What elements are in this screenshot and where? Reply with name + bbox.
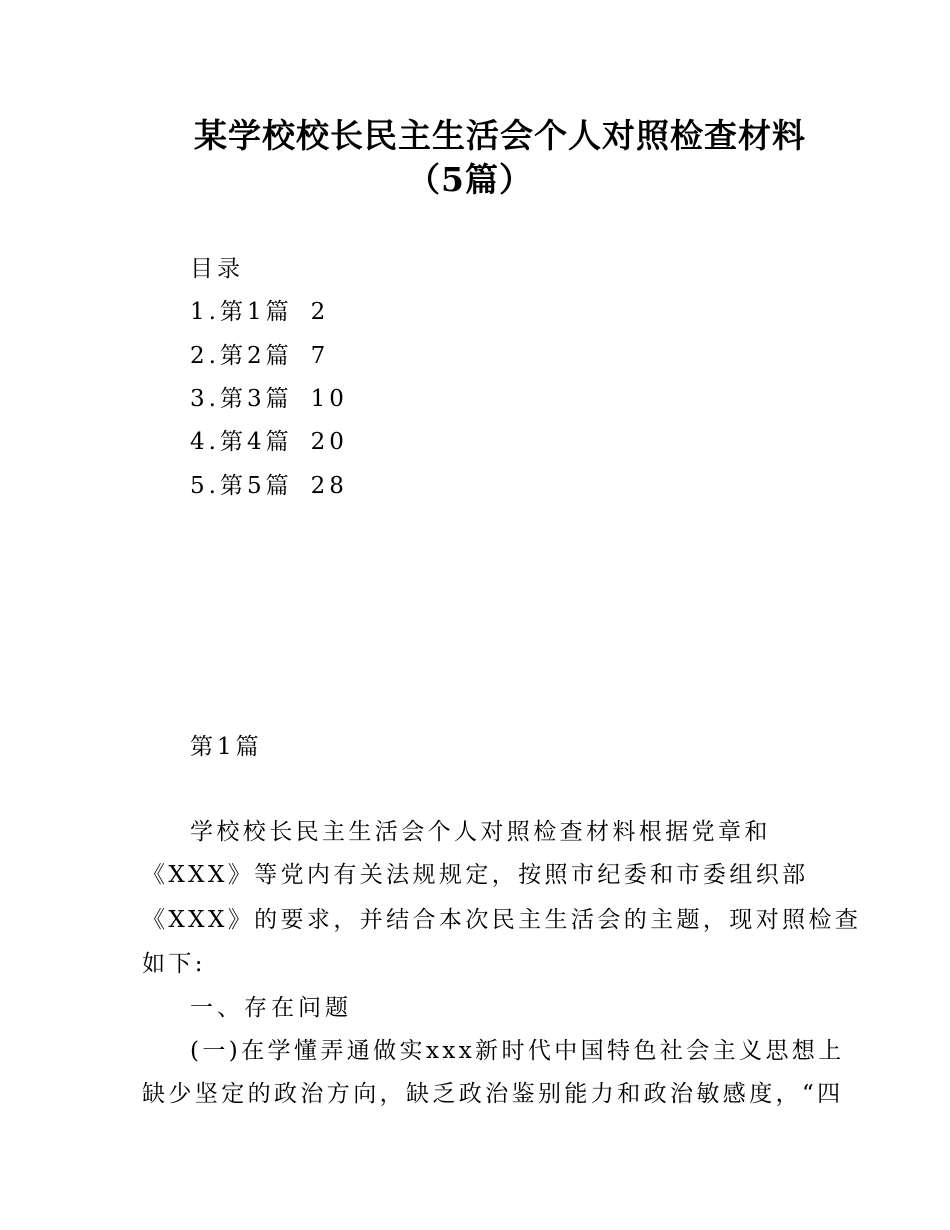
paragraph-line: 《XXX》的要求，并结合本次民主生活会的主题，现对照检查 xyxy=(142,907,862,933)
toc-item-page: 7 xyxy=(310,343,330,369)
toc-item-label: 2.第2篇 xyxy=(190,343,293,369)
toc-item-page: 28 xyxy=(310,473,348,499)
toc-item-label: 3.第3篇 xyxy=(190,386,293,412)
toc-item-label: 1.第1篇 xyxy=(190,299,293,325)
paragraph-line: 如下: xyxy=(142,951,206,977)
toc-item-label: 4.第4篇 xyxy=(190,429,293,455)
paragraph-line: (一)在学懂弄通做实xxx新时代中国特色社会主义思想上 xyxy=(190,1038,845,1064)
toc-item-page: 20 xyxy=(310,429,348,455)
document-subtitle: （5篇） xyxy=(407,160,533,199)
toc-item xyxy=(190,297,329,327)
toc-item xyxy=(190,471,348,501)
paragraph-line: 缺少坚定的政治方向，缺乏政治鉴别能力和政治敏感度，“四 xyxy=(142,1081,844,1107)
subsection-heading: 一、存在问题 xyxy=(190,995,352,1021)
document-title: 某学校校长民主生活会个人对照检查材料 xyxy=(194,116,806,155)
toc-heading: 目录 xyxy=(190,256,244,282)
toc-item-page: 10 xyxy=(310,386,348,412)
toc-item xyxy=(190,384,348,414)
paragraph-line: 《XXX》等党内有关法规规定，按照市纪委和市委组织部 xyxy=(142,862,809,888)
section-heading: 第1篇 xyxy=(190,734,263,760)
toc-item-label: 5.第5篇 xyxy=(190,473,293,499)
toc-item xyxy=(190,427,348,457)
toc-item-page: 2 xyxy=(310,299,330,325)
toc-item xyxy=(190,341,329,371)
paragraph-line: 学校校长民主生活会个人对照检查材料根据党章和 xyxy=(190,819,771,845)
